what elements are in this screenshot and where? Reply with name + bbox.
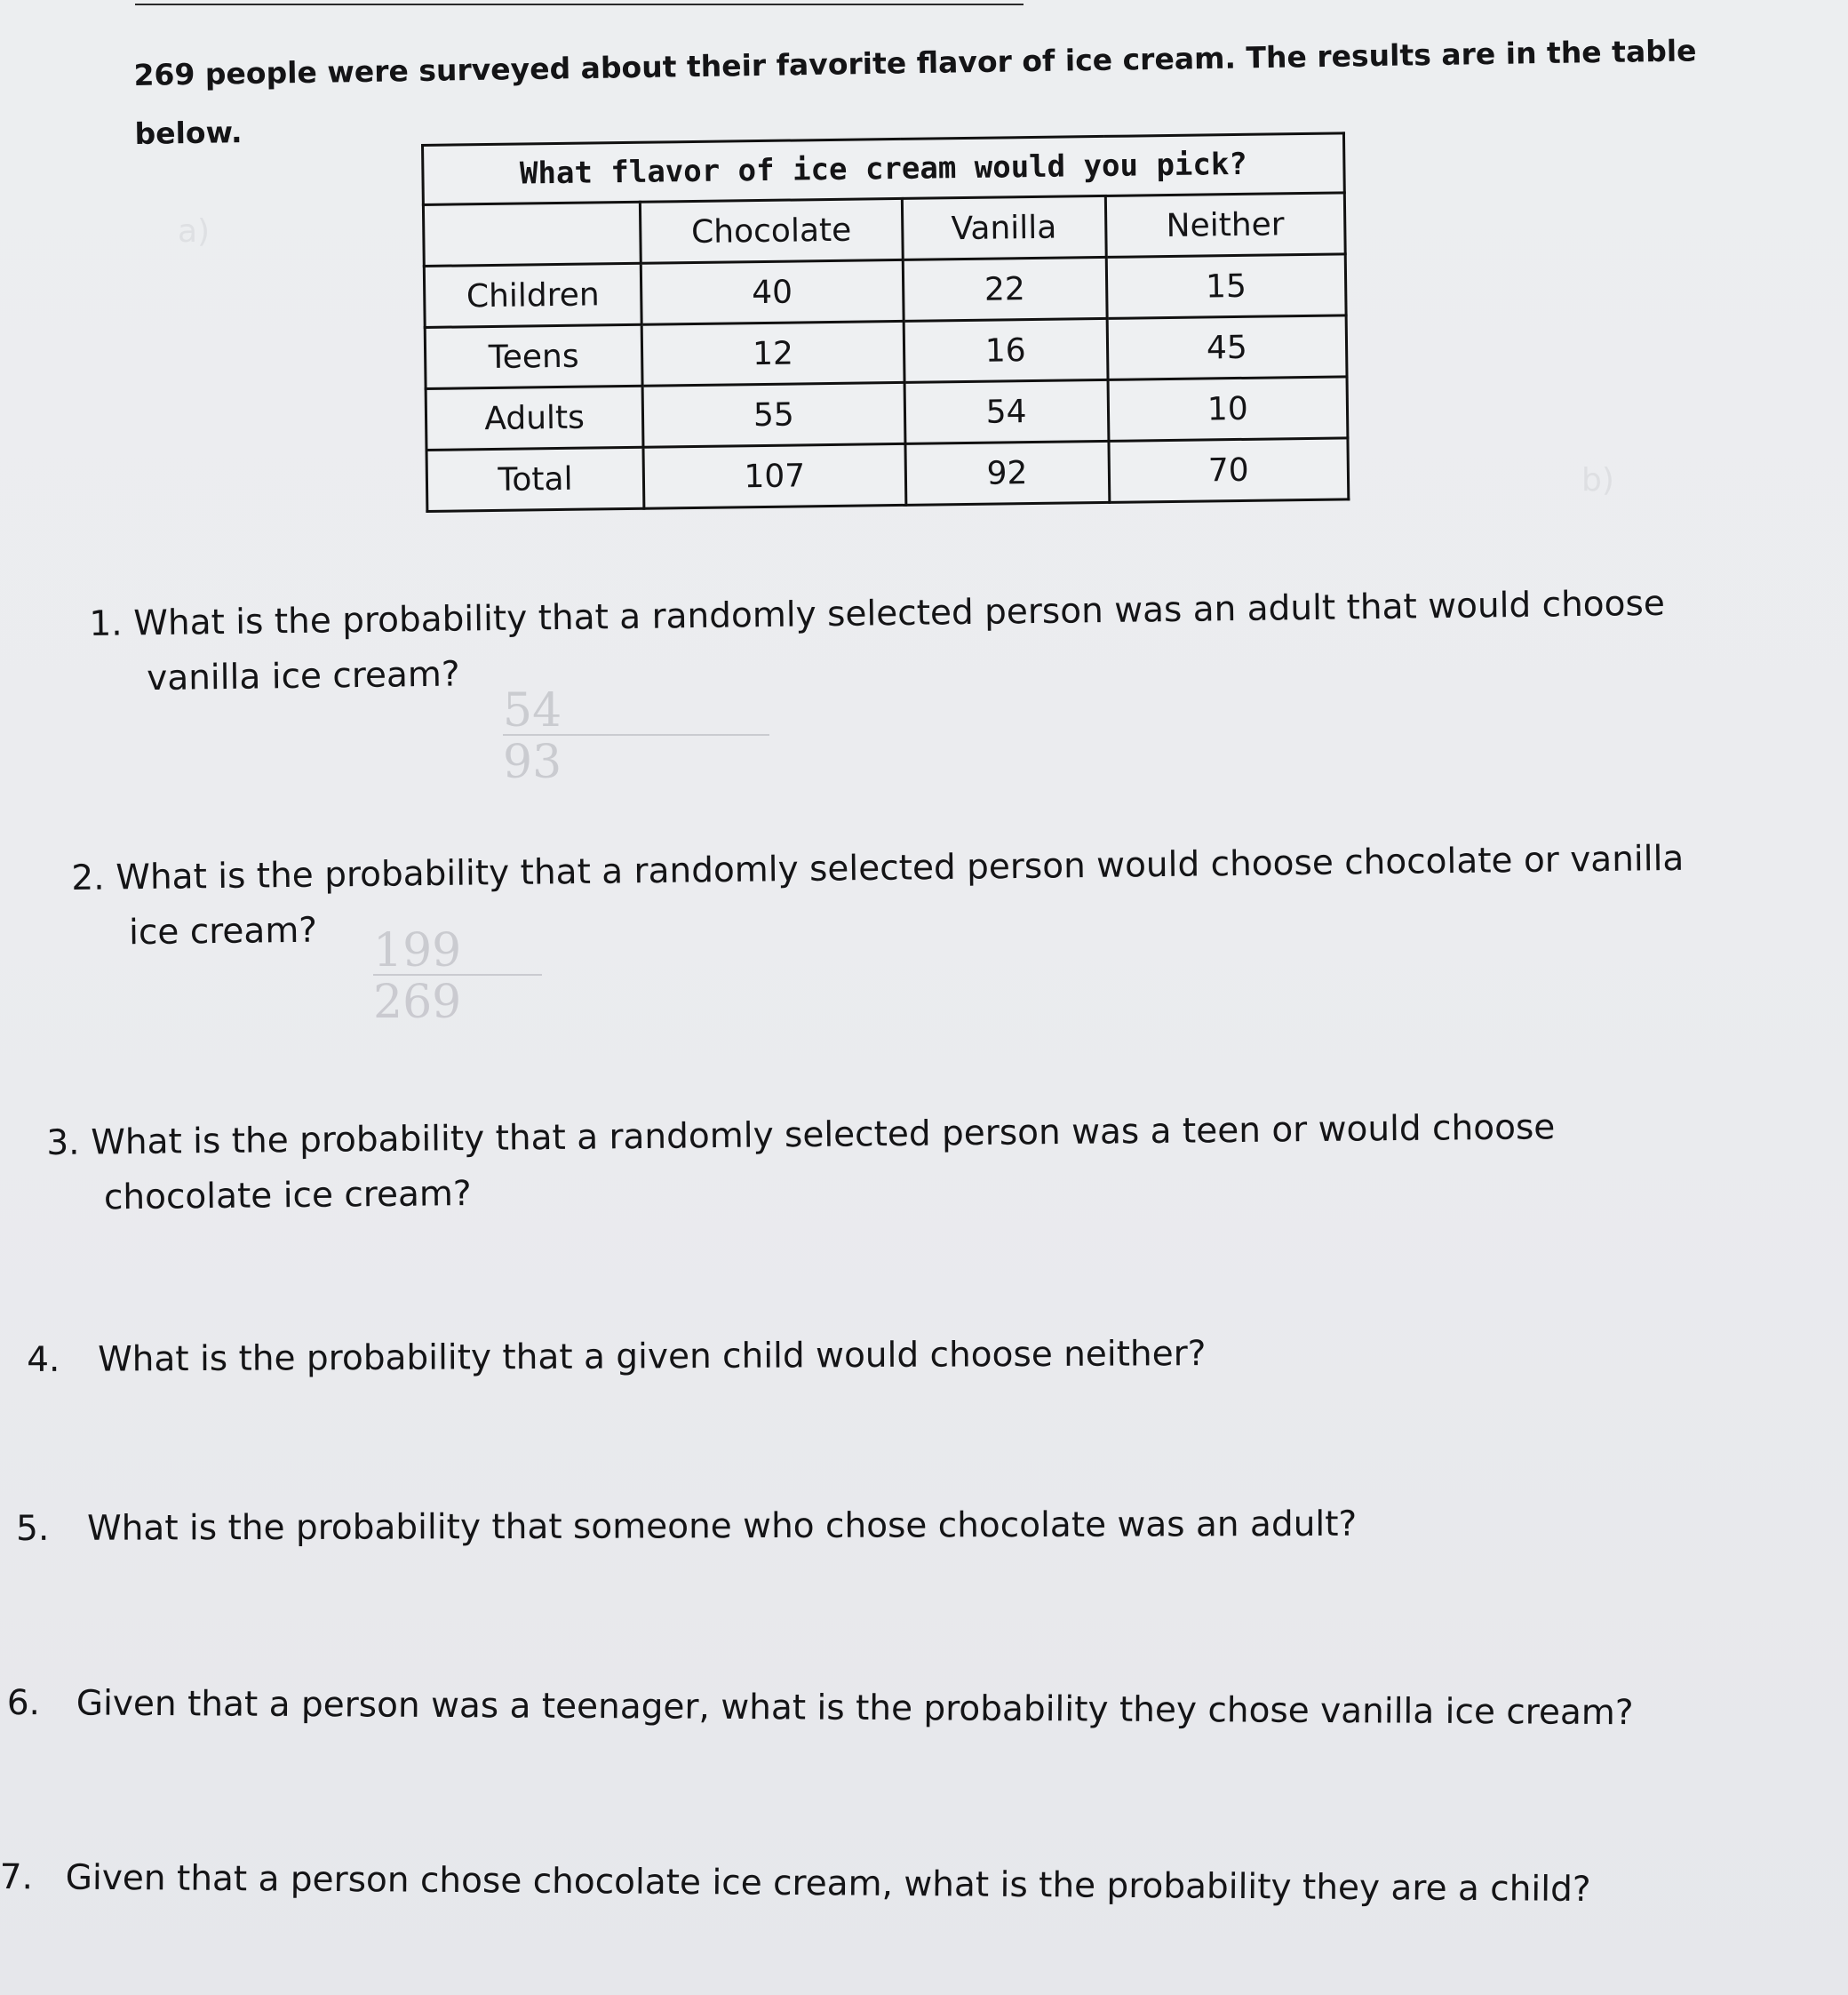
question-text: What is the probability that a randomly selected person would choose chocolate or vanilla bbox=[116, 838, 1685, 898]
cell-teens-vanilla: 16 bbox=[904, 318, 1108, 382]
cell-adults-vanilla: 54 bbox=[904, 379, 1109, 443]
question-text: What is the probability that a randomly selected person was a teen or would choose bbox=[91, 1107, 1556, 1163]
cell-adults-chocolate: 55 bbox=[642, 382, 904, 447]
pencil-work-q1 bbox=[503, 684, 769, 789]
cell-children-chocolate: 40 bbox=[641, 259, 903, 324]
cell-teens-neither: 45 bbox=[1107, 315, 1347, 380]
table-caption: What flavor of ice cream would you pick? bbox=[423, 133, 1345, 205]
cell-adults-neither: 10 bbox=[1108, 377, 1348, 442]
row-label-teens: Teens bbox=[425, 324, 642, 388]
cell-total-neither: 70 bbox=[1109, 438, 1349, 503]
pencil-denominator: 93 bbox=[503, 736, 562, 789]
question-number: 1. bbox=[89, 603, 123, 644]
cell-children-neither: 15 bbox=[1106, 254, 1346, 319]
question-6 bbox=[7, 1676, 1634, 1741]
bleed-through: b) bbox=[1581, 462, 1614, 499]
header-cell-chocolate: Chocolate bbox=[641, 198, 903, 263]
pencil-numerator: 199 bbox=[373, 924, 462, 978]
question-number: 5. bbox=[16, 1508, 50, 1549]
question-text: What is the probability that a given child would choose neither? bbox=[98, 1334, 1207, 1380]
cell-total-chocolate: 107 bbox=[643, 443, 905, 508]
question-text: What is the probability that a randomly selected person was an adult that would choose bbox=[133, 583, 1666, 644]
question-text-continued: chocolate ice cream? bbox=[103, 1173, 472, 1218]
question-text: Given that a person was a teenager, what is the probability they chose vanilla ice cream? bbox=[76, 1683, 1634, 1734]
header-cell-neither: Neither bbox=[1105, 193, 1345, 258]
question-text: What is the probability that someone who chose chocolate was an adult? bbox=[87, 1504, 1358, 1549]
question-number: 4. bbox=[27, 1339, 60, 1380]
pencil-numerator: 54 bbox=[503, 684, 562, 738]
question-number: 7. bbox=[0, 1856, 34, 1898]
question-text-continued: ice cream? bbox=[128, 910, 318, 954]
row-label-adults: Adults bbox=[426, 386, 643, 450]
question-1 bbox=[89, 577, 1666, 707]
pencil-work-q2 bbox=[373, 924, 542, 1029]
header-cell-vanilla: Vanilla bbox=[902, 196, 1106, 259]
question-number: 2. bbox=[71, 858, 105, 898]
question-text-continued: vanilla ice cream? bbox=[146, 654, 460, 699]
row-label-total: Total bbox=[426, 447, 644, 511]
bleed-through: a) bbox=[178, 213, 211, 250]
question-number: 3. bbox=[46, 1122, 80, 1163]
question-5 bbox=[16, 1497, 1357, 1557]
cell-teens-chocolate: 12 bbox=[641, 321, 904, 386]
question-number: 6. bbox=[6, 1682, 41, 1724]
question-7 bbox=[0, 1850, 1591, 1918]
survey-data-table bbox=[421, 132, 1350, 513]
question-text: Given that a person chose chocolate ice cream, what is the probability they are a child? bbox=[65, 1857, 1591, 1911]
pencil-denominator: 269 bbox=[373, 976, 462, 1029]
intro-line-1: 269 people were surveyed about their favorite flavor of ice cream. The results are in the table bbox=[133, 33, 1697, 92]
header-cell-empty bbox=[423, 202, 641, 266]
question-3 bbox=[46, 1100, 1556, 1226]
top-rule bbox=[135, 4, 1024, 5]
cell-children-vanilla: 22 bbox=[903, 257, 1107, 321]
question-4 bbox=[27, 1327, 1207, 1388]
table-row-total bbox=[426, 438, 1349, 512]
cell-total-vanilla: 92 bbox=[905, 441, 1110, 505]
question-2 bbox=[71, 832, 1685, 962]
row-label-children: Children bbox=[424, 263, 641, 327]
intro-line-2: below. bbox=[134, 115, 243, 151]
